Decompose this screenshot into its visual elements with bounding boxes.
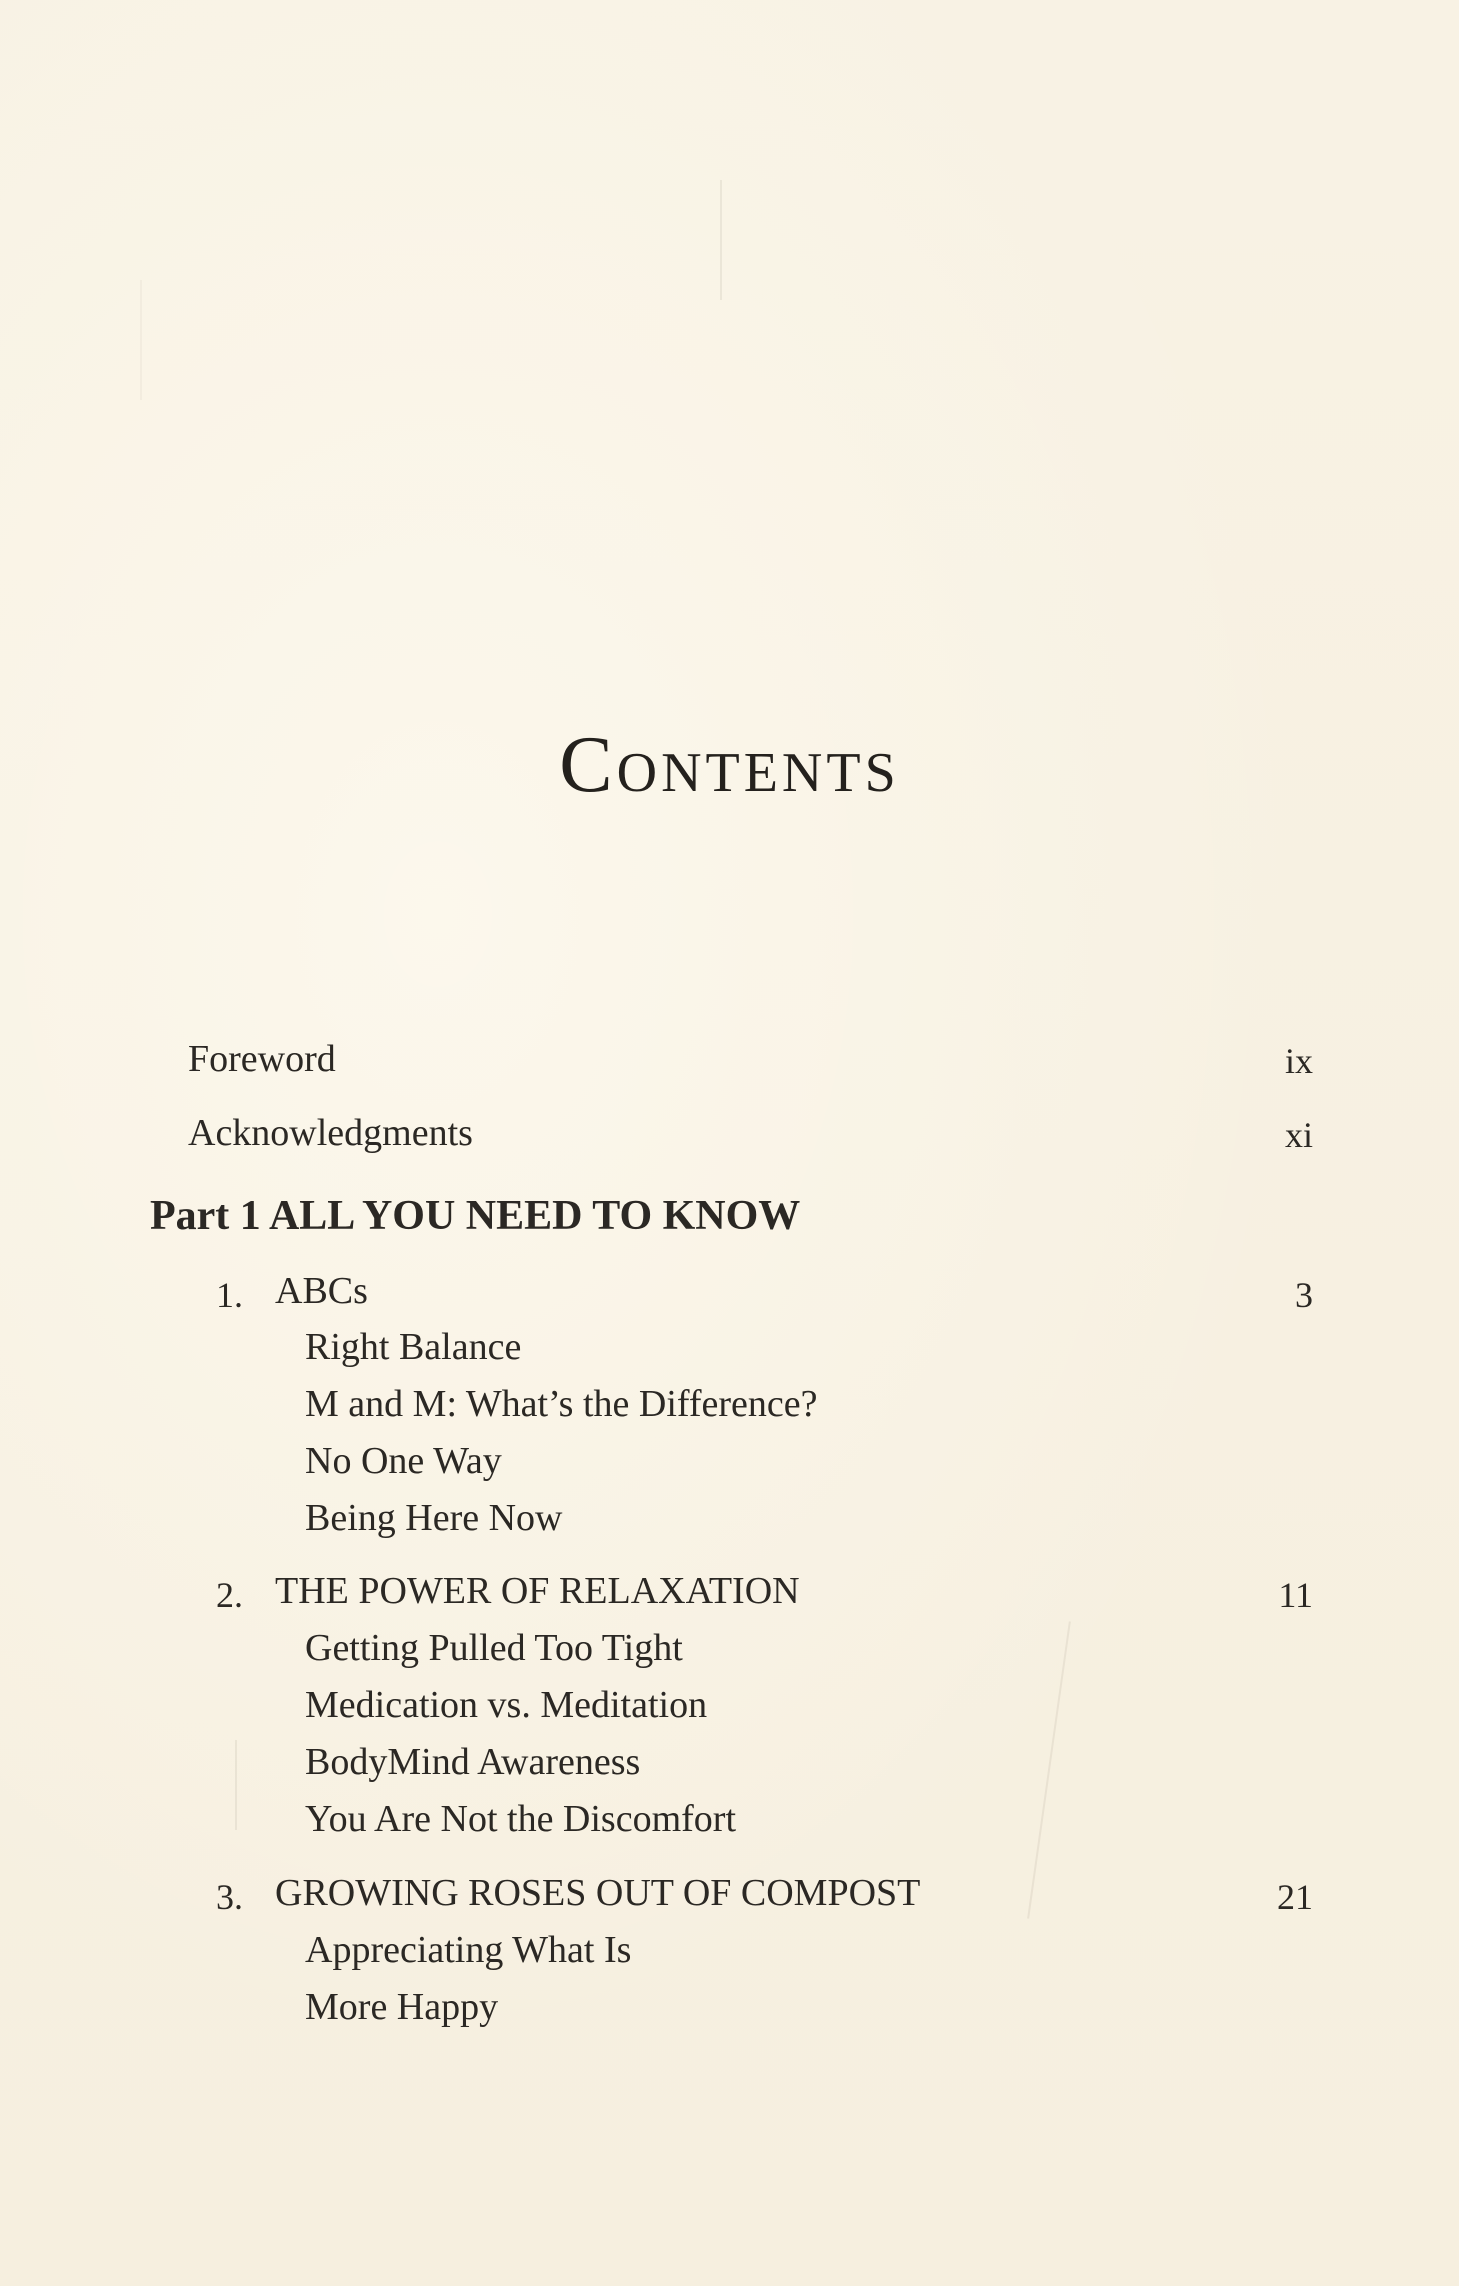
chapter-title: THE POWER OF RELAXATION — [275, 1570, 800, 1612]
chapter-number: 2. — [216, 1575, 243, 1615]
section-title: You Are Not the Discomfort — [305, 1798, 737, 1840]
scan-streak — [720, 180, 722, 300]
chapter-page: 3 — [1295, 1275, 1313, 1315]
chapter-title: GROWING ROSES OUT OF COMPOST — [275, 1872, 921, 1914]
toc-part-heading: Part 1 ALL YOU NEED TO KNOW — [150, 1193, 801, 1239]
page-title: Contents — [559, 721, 900, 809]
section-title: Getting Pulled Too Tight — [305, 1627, 683, 1669]
section-title: M and M: What’s the Difference? — [305, 1383, 818, 1425]
scan-streak — [140, 280, 142, 400]
section-title: BodyMind Awareness — [305, 1741, 641, 1783]
section-title: Right Balance — [305, 1326, 522, 1368]
toc-entry-acknowledgments: Acknowledgments — [188, 1112, 473, 1154]
chapter-page: 21 — [1277, 1877, 1313, 1917]
section-title: Being Here Now — [305, 1497, 563, 1539]
chapter-title: ABCs — [275, 1270, 368, 1312]
section-title: More Happy — [305, 1986, 499, 2028]
toc-page-foreword: ix — [1284, 1041, 1313, 1081]
section-title: Medication vs. Meditation — [305, 1684, 708, 1726]
chapter-number: 3. — [216, 1877, 243, 1917]
section-title: Appreciating What Is — [305, 1929, 632, 1971]
chapter-page: 11 — [1278, 1575, 1313, 1615]
chapter-number: 1. — [216, 1275, 243, 1315]
toc-entry-foreword: Foreword — [188, 1038, 336, 1080]
toc-page-acknowledgments: xi — [1284, 1115, 1313, 1155]
section-title: No One Way — [305, 1440, 502, 1482]
scan-streak — [1027, 1621, 1071, 1918]
scan-streak — [235, 1740, 237, 1830]
